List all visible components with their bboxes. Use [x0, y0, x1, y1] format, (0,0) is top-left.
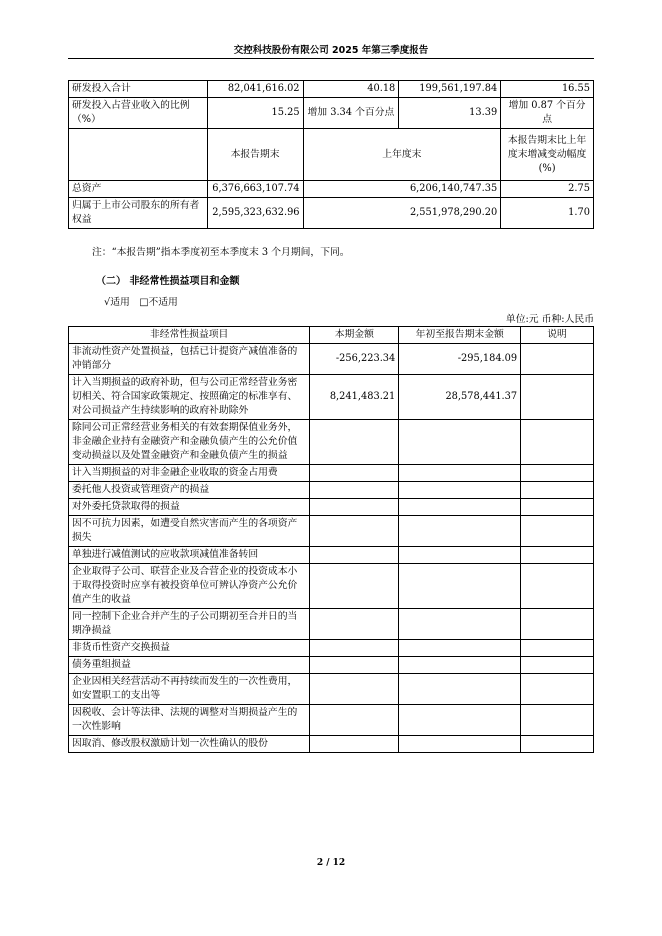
table-subheader-row: [69, 129, 594, 181]
table-row: [69, 81, 594, 98]
cell-value: 15.25: [207, 98, 303, 129]
cell-value: [399, 465, 521, 482]
cell-value: [310, 482, 399, 499]
row-label: 总资产: [69, 181, 208, 198]
cell-value: [399, 736, 521, 753]
applicable-checked: √适用: [104, 297, 130, 308]
cell-value: -295,184.09: [399, 344, 521, 375]
cell-value: [310, 516, 399, 547]
cell-value: [521, 499, 594, 516]
column-header: 年初至报告期末金额: [399, 327, 521, 344]
cell-value: 增加 0.87 个百分点: [501, 98, 594, 129]
cell-value: [521, 547, 594, 564]
cell-value: [399, 640, 521, 657]
cell-value: [399, 609, 521, 640]
cell-value: 2.75: [501, 181, 594, 198]
row-label: 对外委托贷款取得的损益: [69, 499, 310, 516]
column-header: 本报告期末: [207, 129, 303, 181]
cell-value: 2,595,323,632.96: [207, 198, 303, 229]
cell-value: -256,223.34: [310, 344, 399, 375]
column-header: 说明: [521, 327, 594, 344]
table-row: [69, 657, 594, 674]
row-label: 债务重组损益: [69, 657, 310, 674]
header-divider: [68, 58, 594, 59]
table-note: 注：“本报告期”指本季度初至本季度末 3 个月期间，下同。: [92, 247, 350, 258]
cell-value: [521, 465, 594, 482]
table-row: [69, 705, 594, 736]
cell-value: 1.70: [501, 198, 594, 229]
cell-value: [399, 674, 521, 705]
table-row: [69, 482, 594, 499]
cell-value: [310, 420, 399, 465]
row-label: 委托他人投资或管理资产的损益: [69, 482, 310, 499]
row-label: 计入当期损益的对非金融企业收取的资金占用费: [69, 465, 310, 482]
row-label: 研发投入合计: [69, 81, 208, 98]
cell-value: [310, 465, 399, 482]
table-row: [69, 736, 594, 753]
cell-value: [521, 736, 594, 753]
page-header: 交控科技股份有限公司 2025 年第三季度报告: [233, 45, 429, 56]
table-row: [69, 420, 594, 465]
cell-value: 16.55: [501, 81, 594, 98]
cell-value: [399, 564, 521, 609]
row-label: 归属于上市公司股东的所有者权益: [69, 198, 208, 229]
row-label: 计入当期损益的政府补助，但与公司正常经营业务密切相关、符合国家政策规定、按照确定的标准享有、对公司损益产生持续影响的政府补助除外: [69, 375, 310, 420]
cell-value: [521, 674, 594, 705]
cell-value: [310, 640, 399, 657]
row-label: 除同公司正常经营业务相关的有效套期保值业务外，非金融企业持有金融资产和金融负债产生的公允价值变动损益以及处置金融资产和金融负债产生的损益: [69, 420, 310, 465]
row-label: 企业因相关经营活动不再持续而发生的一次性费用，如安置职工的支出等: [69, 674, 310, 705]
unit-currency-line: 单位:元 币种:人民币: [505, 314, 594, 325]
table-row: [69, 674, 594, 705]
cell-value: [399, 482, 521, 499]
table-row: [69, 564, 594, 609]
table-row: [69, 465, 594, 482]
cell-value: [521, 482, 594, 499]
cell-value: [521, 640, 594, 657]
cell-value: [521, 516, 594, 547]
row-label: 因税收、会计等法律、法规的调整对当期损益产生的一次性影响: [69, 705, 310, 736]
cell-value: [310, 674, 399, 705]
cell-value: [399, 657, 521, 674]
row-label: 研发投入占营业收入的比例（%）: [69, 98, 208, 129]
cell-value: 6,206,140,747.35: [303, 181, 501, 198]
cell-value: [399, 516, 521, 547]
table-row: [69, 344, 594, 375]
table-row: [69, 499, 594, 516]
cell-value: [399, 499, 521, 516]
table-row: [69, 609, 594, 640]
row-label: 非货币性资产交换损益: [69, 640, 310, 657]
cell-value: [310, 564, 399, 609]
non-recurring-items-table: [68, 326, 594, 753]
column-header: 上年度末: [303, 129, 501, 181]
cell-value: [399, 547, 521, 564]
cell-value: [310, 609, 399, 640]
cell-value: [310, 736, 399, 753]
cell-value: [310, 499, 399, 516]
not-applicable-unchecked: □不适用: [139, 297, 178, 308]
cell-value: 13.39: [399, 98, 501, 129]
row-label: 非流动性资产处置损益，包括已计提资产减值准备的冲销部分: [69, 344, 310, 375]
column-header: 本报告期末比上年度末增减变动幅度(%): [501, 129, 594, 181]
cell-value: [521, 564, 594, 609]
table-row: [69, 375, 594, 420]
table-header-row: [69, 327, 594, 344]
cell-value: 199,561,197.84: [399, 81, 501, 98]
column-header: 本期金额: [310, 327, 399, 344]
table-row: [69, 640, 594, 657]
rd-investment-table: [68, 80, 594, 229]
column-header: 非经常性损益项目: [69, 327, 310, 344]
cell-value: 40.18: [303, 81, 399, 98]
table-row: [69, 198, 594, 229]
cell-value: [310, 705, 399, 736]
cell-value: 增加 3.34 个百分点: [303, 98, 399, 129]
cell-value: [521, 657, 594, 674]
table-body: [69, 344, 594, 753]
cell-value: [399, 705, 521, 736]
row-label: 同一控制下企业合并产生的子公司期初至合并日的当期净损益: [69, 609, 310, 640]
cell-value: 8,241,483.21: [310, 375, 399, 420]
table-row: [69, 181, 594, 198]
cell-value: [399, 420, 521, 465]
cell-value: 2,551,978,290.20: [303, 198, 501, 229]
page-number: 2 / 12: [316, 858, 346, 868]
cell-value: [521, 609, 594, 640]
cell-value: [521, 344, 594, 375]
cell-value: [521, 705, 594, 736]
cell-value: [310, 657, 399, 674]
cell-value: [521, 420, 594, 465]
row-label: 单独进行减值测试的应收款项减值准备转回: [69, 547, 310, 564]
applicability-options: [104, 294, 178, 308]
table-row: [69, 547, 594, 564]
row-label: 因取消、修改股权激励计划一次性确认的股份: [69, 736, 310, 753]
row-label: 因不可抗力因素，如遭受自然灾害而产生的各项资产损失: [69, 516, 310, 547]
cell-value: [521, 375, 594, 420]
table-row: [69, 98, 594, 129]
table-row: [69, 516, 594, 547]
row-label: 企业取得子公司、联营企业及合营企业的投资成本小于取得投资时应享有被投资单位可辨认净资产公允价值产生的收益: [69, 564, 310, 609]
empty-cell: [69, 129, 208, 181]
cell-value: [310, 547, 399, 564]
cell-value: 82,041,616.02: [207, 81, 303, 98]
cell-value: 6,376,663,107.74: [207, 181, 303, 198]
section-title: （二） 非经常性损益项目和金额: [96, 276, 240, 287]
cell-value: 28,578,441.37: [399, 375, 521, 420]
